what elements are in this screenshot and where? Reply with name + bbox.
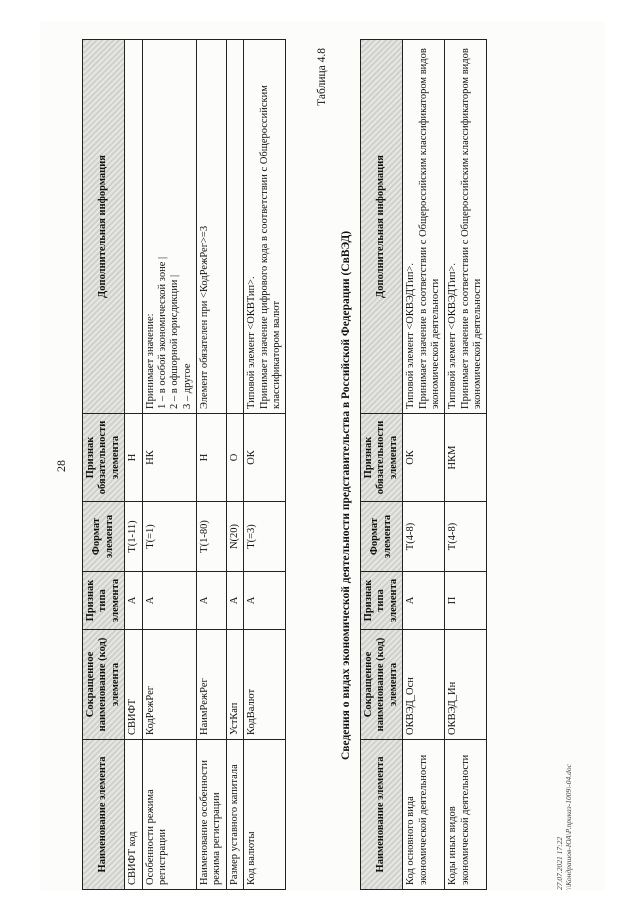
info-line: 2 – в офшорной юрисдикции | — [169, 274, 181, 409]
table-cell-code: УстКап — [226, 630, 243, 740]
table-cell-info — [226, 40, 243, 414]
table-cell-type: А — [125, 572, 142, 630]
footer-filepath: \\Кондрашов-ЮА\Р.приказ-1009\-04.doc — [564, 763, 573, 890]
table-cell-name: СВИФТ код — [125, 740, 142, 890]
table-row — [445, 40, 487, 890]
table-cell-req: Н — [197, 414, 227, 502]
table-cell-type: А — [226, 572, 243, 630]
table-cell-req: ОК — [403, 414, 445, 502]
table-cell-info — [244, 40, 286, 414]
info-line: 3 – другое — [181, 363, 193, 409]
table-cell-req: НКМ — [445, 414, 487, 502]
table-cell-code: НаимРежРег — [197, 630, 227, 740]
table-header-row — [83, 40, 125, 890]
table-cell-info — [197, 40, 227, 414]
table-cell-name: Код валюты — [244, 740, 286, 890]
info-line: Типовой элемент <ОКВЭДТип>. — [447, 262, 459, 409]
table-cell-info — [403, 40, 445, 414]
table-row — [142, 40, 197, 890]
table-cell-type: А — [197, 572, 227, 630]
table-cell-type: А — [403, 572, 445, 630]
table-cell-format: T(4-8) — [445, 502, 487, 572]
table-cell-format: T(1-80) — [197, 502, 227, 572]
footer-timestamp: 27.07.2021 17:22 — [555, 836, 564, 890]
table-cell-info — [445, 40, 487, 414]
info-line: Типовой элемент <ОКВТип>. — [246, 276, 258, 409]
header-cell: Признак типа элемента — [361, 572, 403, 630]
info-line: Элемент обязателен при <КодРежРег>=3 — [199, 225, 210, 409]
table-row — [197, 40, 227, 890]
table-cell-req: О — [226, 414, 243, 502]
table-row — [403, 40, 445, 890]
table-cell-info — [125, 40, 142, 414]
table-cell-info — [142, 40, 197, 414]
table-cell-name: Особенности режима регистрации — [142, 740, 197, 890]
table-cell-req: НК — [142, 414, 197, 502]
header-cell: Дополнительная информация — [361, 40, 403, 414]
table-elements-2 — [360, 39, 487, 890]
table-cell-req: ОК — [244, 414, 286, 502]
table-cell-name: Код основного вида экономической деятельности — [403, 740, 445, 890]
table-cell-code: КодРежРег — [142, 630, 197, 740]
table-cell-code: КодВалют — [244, 630, 286, 740]
header-cell: Наименование элемента — [361, 740, 403, 890]
table-cell-name: Коды иных видов экономической деятельности — [445, 740, 487, 890]
table-cell-code: ОКВЭД_Ин — [445, 630, 487, 740]
table-cell-format: T(=3) — [244, 502, 286, 572]
file-footer — [555, 764, 573, 890]
header-cell: Дополнительная информация — [83, 40, 125, 414]
table-header-row — [361, 40, 403, 890]
header-cell: Признак типа элемента — [83, 572, 125, 630]
table-cell-type: А — [244, 572, 286, 630]
table-cell-type: П — [445, 572, 487, 630]
table-cell-req: Н — [125, 414, 142, 502]
rotated-page — [40, 40, 600, 890]
table-number: Таблица 4.8 — [316, 48, 328, 106]
header-cell: Признак обязательности элемента — [83, 414, 125, 502]
table-cell-format: N(20) — [226, 502, 243, 572]
table-elements-1 — [82, 39, 286, 890]
info-line: Принимает значение: — [144, 313, 156, 409]
header-cell: Формат элемента — [83, 502, 125, 572]
table-cell-code: ОКВЭД_Осн — [403, 630, 445, 740]
table-cell-format: T(1-11) — [125, 502, 142, 572]
info-line: Принимает значение в соответствии с Общероссийским классификатором видов экономической деятельности — [459, 48, 483, 409]
header-cell: Сокращенное наименование (код) элемента — [361, 630, 403, 740]
table-row — [125, 40, 142, 890]
header-cell: Сокращенное наименование (код) элемента — [83, 630, 125, 740]
page-number: 28 — [54, 460, 68, 472]
table-row — [244, 40, 286, 890]
table-cell-code: СВИФТ — [125, 630, 142, 740]
table-cell-format: T(=1) — [142, 502, 197, 572]
header-cell: Наименование элемента — [83, 740, 125, 890]
table-cell-name: Наименование особенности режима регистрации — [197, 740, 227, 890]
table-cell-type: А — [142, 572, 197, 630]
table-row — [226, 40, 243, 890]
info-line: 1 – в особой экономической зоне | — [156, 256, 168, 409]
info-line: Принимает значение цифрового кода в соответствии с Общероссийским классификатором валют — [258, 85, 282, 409]
table-cell-name: Размер уставного капитала — [226, 740, 243, 890]
header-cell: Формат элемента — [361, 502, 403, 572]
info-line: Типовой элемент <ОКВЭДТип>. — [405, 262, 417, 409]
header-cell: Признак обязательности элемента — [361, 414, 403, 502]
table-cell-format: T(4-8) — [403, 502, 445, 572]
table-caption: Сведения о видах экономической деятельности представительства в Российской Федерации (СвВЭД) — [340, 230, 352, 760]
info-line: Принимает значение в соответствии с Общероссийским классификатором видов экономической деятельности — [417, 48, 441, 409]
